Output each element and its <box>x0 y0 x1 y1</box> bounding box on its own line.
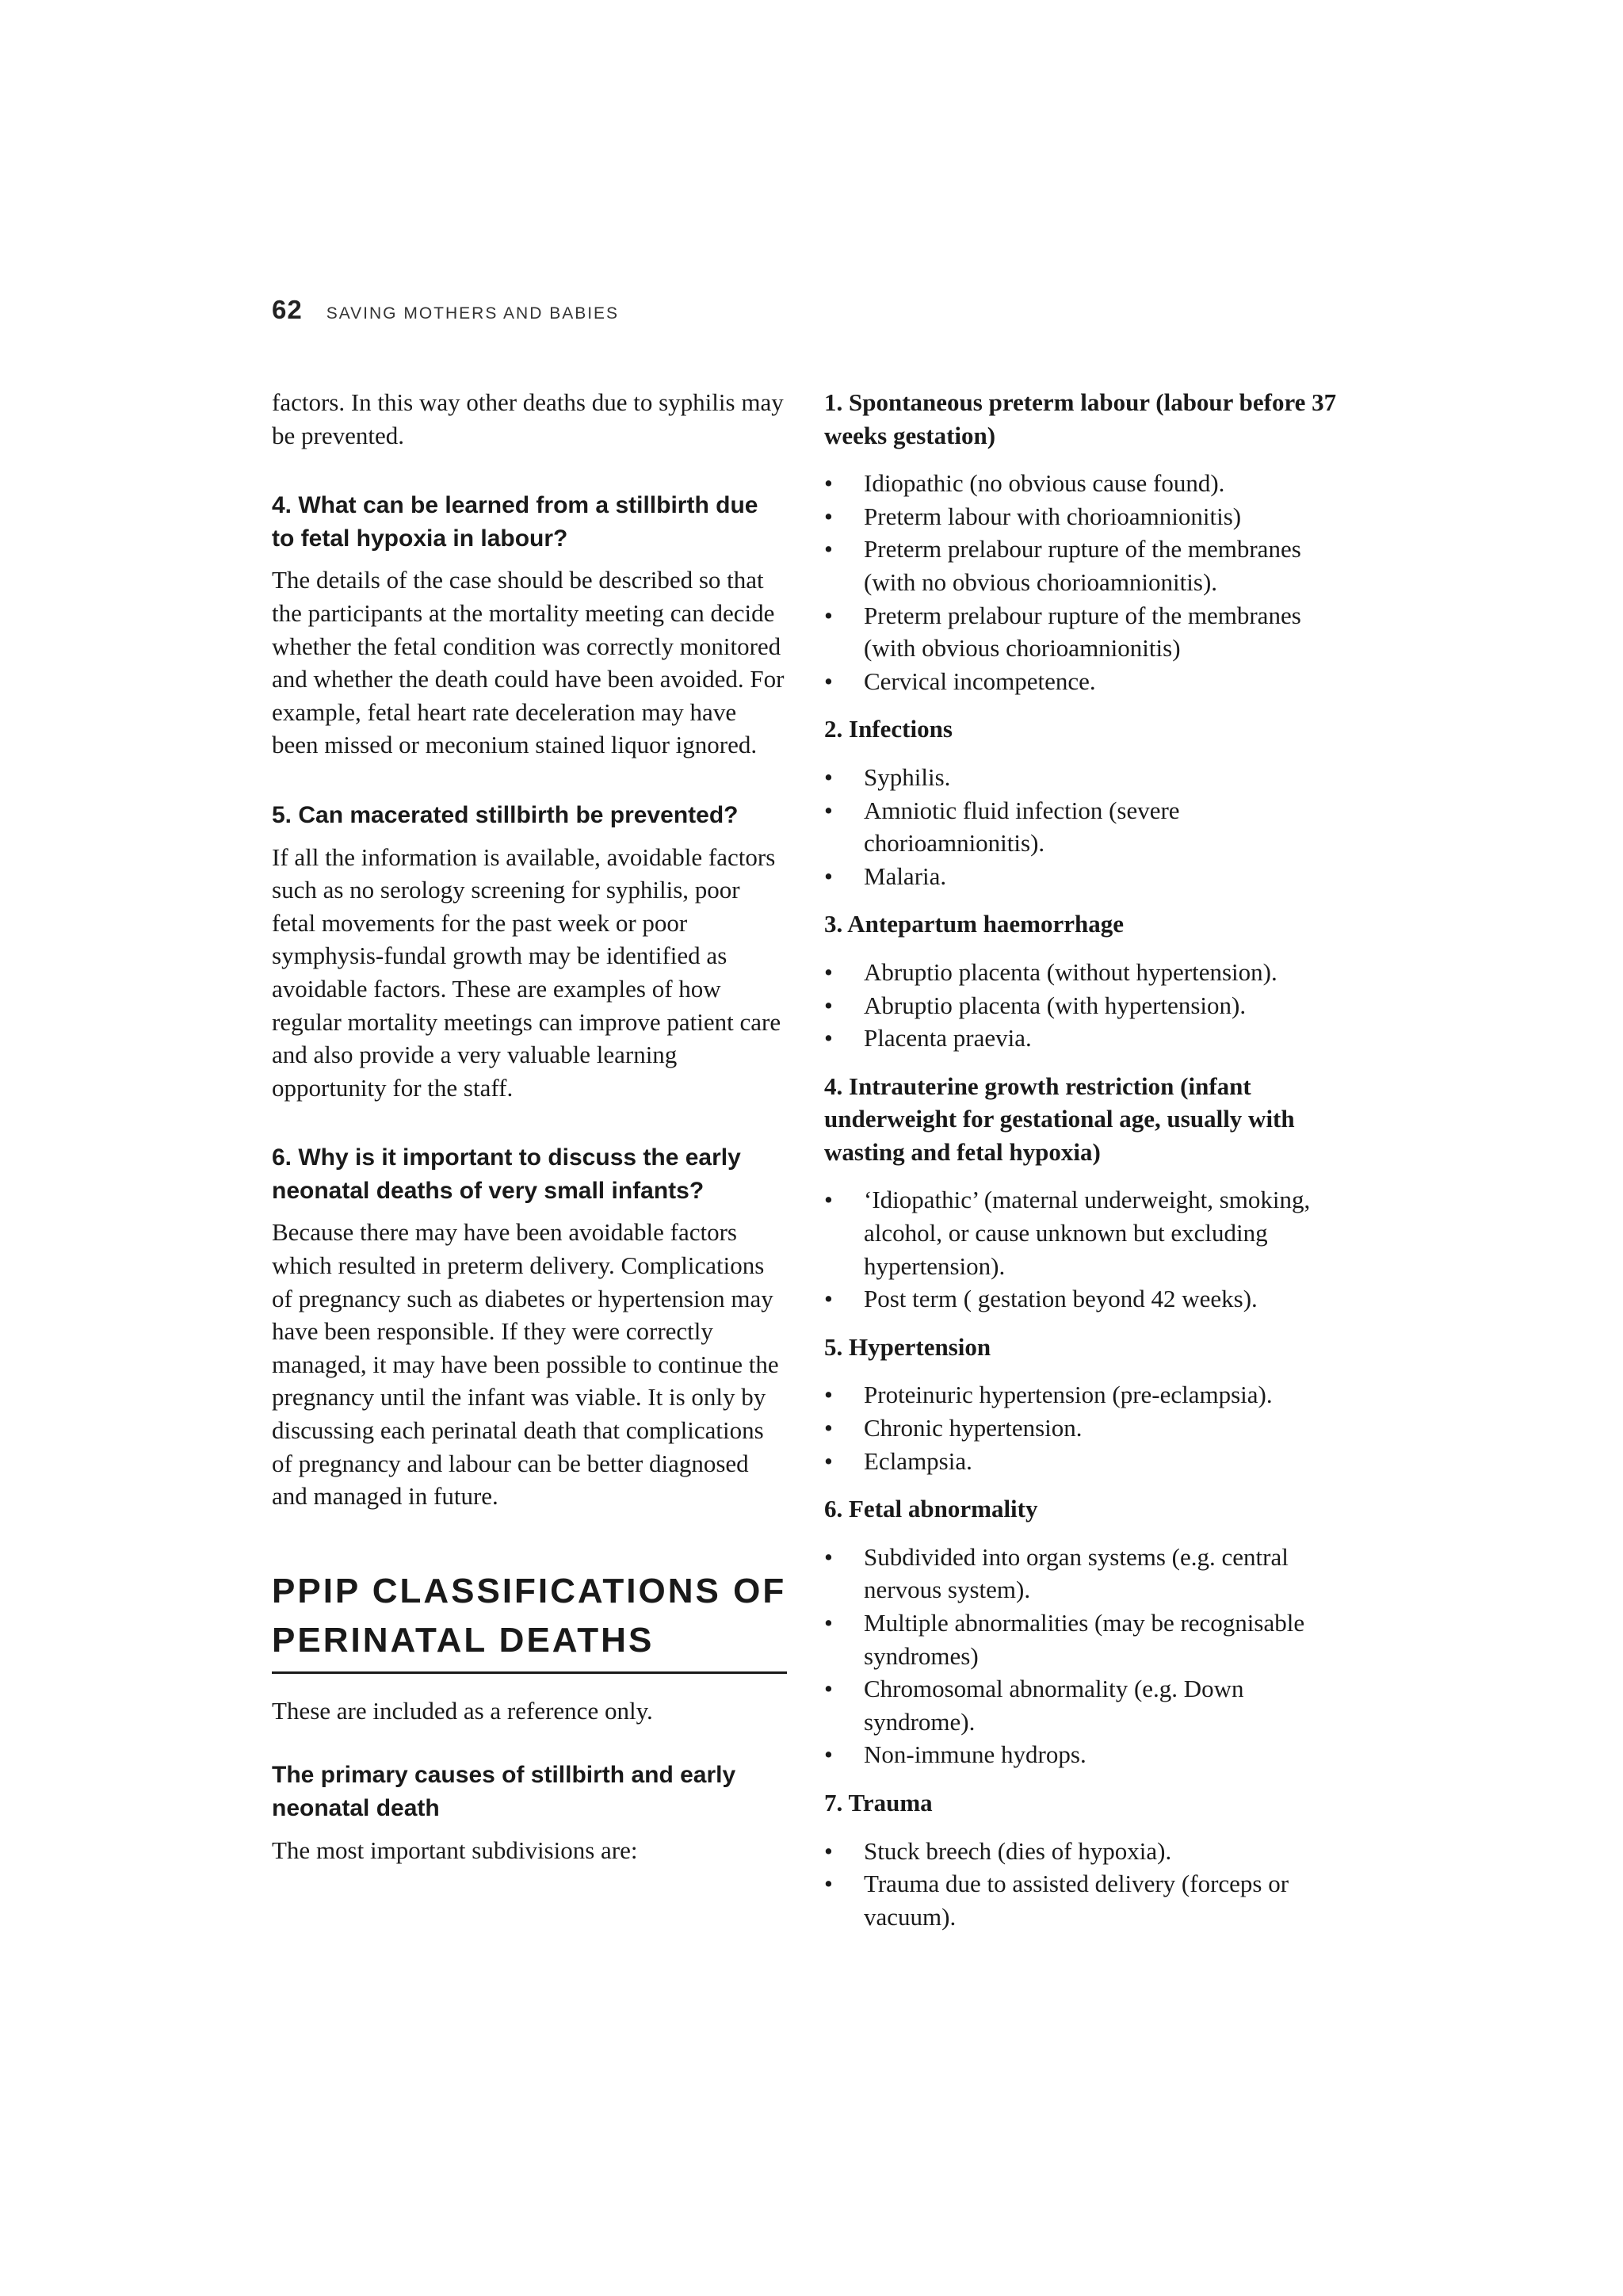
category-1-list <box>824 467 1347 697</box>
category-2-list <box>824 761 1347 892</box>
category-7-heading: 7. Trauma <box>824 1788 933 1817</box>
q5-body: If all the information is available, avoidable factors such as no serology screening for syphilis, poor fetal movements for the past week or poor symphysis-fundal growth may be identified as avoidable factors. These are examples of how regular mortality meetings can improve patient care and also provide a very valuable learning opportunity for the staff. <box>272 842 781 1102</box>
list-item: • Eclampsia. <box>824 1445 1347 1478</box>
category-2-heading: 2. Infections <box>824 715 953 743</box>
list-item: • Abruptio placenta (with hypertension). <box>824 989 1347 1022</box>
category-3-heading: 3. Antepartum haemorrhage <box>824 910 1124 938</box>
category-6-list <box>824 1541 1347 1771</box>
section-title-line1: PPIP CLASSIFICATIONS OF <box>272 1571 787 1610</box>
q4-heading: 4. What can be learned from a stillbirth due to fetal hypoxia in labour? <box>272 492 758 552</box>
list-item: • Abruptio placenta (without hypertension). <box>824 956 1347 989</box>
category-5-list <box>824 1378 1347 1477</box>
list-item: • Preterm prelabour rupture of the membranes (with obvious chorioamnionitis) <box>824 599 1347 665</box>
q4-body: The details of the case should be described so that the participants at the mortality meeting can decide whether the fetal condition was correctly monitored and whether the death could have been avoided. For example, fetal heart rate deceleration may have been missed or meconium stained liquor ignored. <box>272 566 785 759</box>
section-title-line2: PERINATAL DEATHS <box>272 1620 655 1660</box>
intro-paragraph: factors. In this way other deaths due to syphilis may be prevented. <box>272 388 784 449</box>
list-item: • Preterm labour with chorioamnionitis) <box>824 500 1347 533</box>
q6-body: Because there may have been avoidable factors which resulted in preterm delivery. Complications of pregnancy such as diabetes or hypertension may have been responsible. If they were correctly managed, it may have been possible to continue the pregnancy until the infant was viable. It is only by discussing each perinatal death that complications of pregnancy and labour can be better diagnosed and managed in future. <box>272 1218 779 1511</box>
list-item: • Cervical incompetence. <box>824 665 1347 698</box>
primary-causes-body: The most important subdivisions are: <box>272 1836 638 1864</box>
category-5-heading: 5. Hypertension <box>824 1332 991 1361</box>
list-item: • Post term ( gestation beyond 42 weeks). <box>824 1282 1347 1316</box>
reference-note: These are included as a reference only. <box>272 1696 653 1725</box>
category-1-heading: 1. Spontaneous preterm labour (labour before 37 weeks gestation) <box>824 388 1337 449</box>
q5-heading: 5. Can macerated stillbirth be prevented? <box>272 801 739 828</box>
primary-causes-heading: The primary causes of stillbirth and early neonatal death <box>272 1762 736 1821</box>
category-3-list <box>824 956 1347 1055</box>
section-title <box>272 1567 787 1674</box>
list-item: • Syphilis. <box>824 761 1347 794</box>
list-item: • Chronic hypertension. <box>824 1412 1347 1445</box>
list-item: • Malaria. <box>824 860 1347 893</box>
left-column <box>272 386 787 1866</box>
list-item: • Trauma due to assisted delivery (forceps or vacuum). <box>824 1867 1347 1933</box>
page-number: 62 <box>272 295 303 324</box>
category-7-list <box>824 1835 1347 1934</box>
list-item: • Amniotic fluid infection (severe chorioamnionitis). <box>824 794 1347 860</box>
list-item: • Idiopathic (no obvious cause found). <box>824 467 1347 500</box>
page-header <box>272 295 619 325</box>
right-column <box>824 386 1347 1933</box>
category-4-list <box>824 1183 1347 1315</box>
q6-heading: 6. Why is it important to discuss the early neonatal deaths of very small infants? <box>272 1144 741 1204</box>
list-item: • Stuck breech (dies of hypoxia). <box>824 1835 1347 1868</box>
category-4-heading: 4. Intrauterine growth restriction (infant underweight for gestational age, usually with wasting and fetal hypoxia) <box>824 1072 1295 1166</box>
list-item: • Proteinuric hypertension (pre-eclampsia). <box>824 1378 1347 1412</box>
list-item: • Preterm prelabour rupture of the membranes (with no obvious chorioamnionitis). <box>824 533 1347 598</box>
list-item: • Subdivided into organ systems (e.g. central nervous system). <box>824 1541 1347 1606</box>
list-item: • ‘Idiopathic’ (maternal underweight, smoking, alcohol, or cause unknown but excluding hypertension). <box>824 1183 1347 1282</box>
list-item: • Multiple abnormalities (may be recognisable syndromes) <box>824 1606 1347 1672</box>
running-title: SAVING MOTHERS AND BABIES <box>326 304 620 323</box>
list-item: • Chromosomal abnormality (e.g. Down syndrome). <box>824 1672 1347 1738</box>
list-item: • Placenta praevia. <box>824 1022 1347 1055</box>
category-6-heading: 6. Fetal abnormality <box>824 1495 1038 1523</box>
list-item: • Non-immune hydrops. <box>824 1738 1347 1771</box>
